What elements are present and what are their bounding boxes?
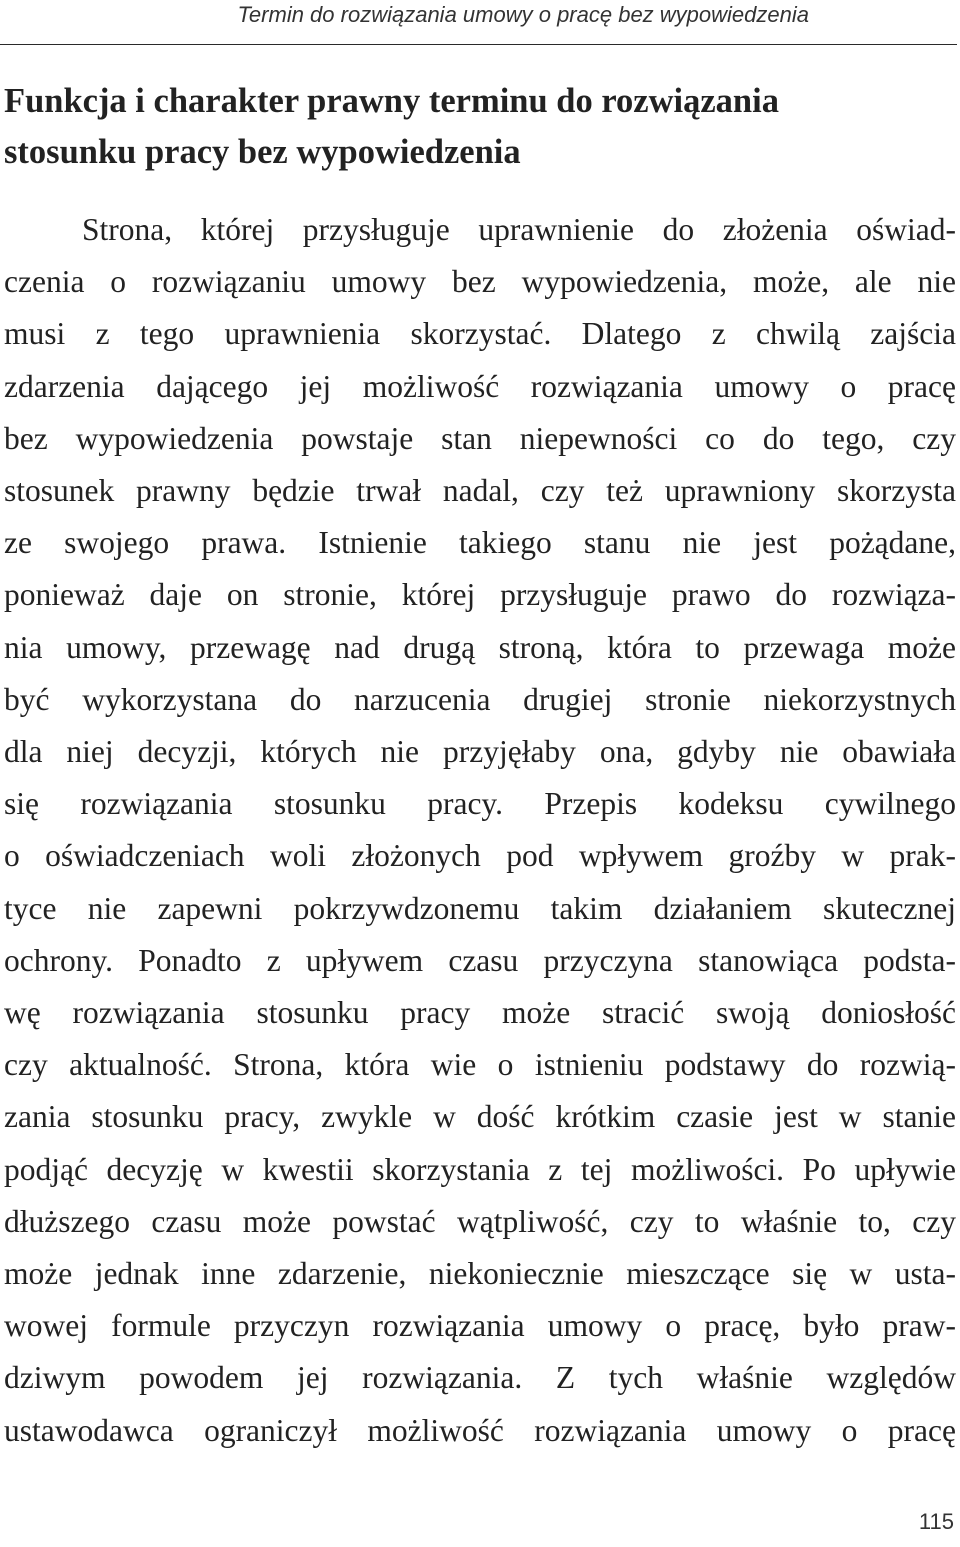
body-line: podjąć decyzję w kwestii skorzystania z tej możliwości. Po upływie: [4, 1151, 956, 1187]
body-line: może jednak inne zdarzenie, niekoniecznie mieszczące się w usta-: [4, 1256, 956, 1292]
running-header-title: Termin do rozwiązania umowy o pracę bez wypowiedzenia: [237, 2, 809, 27]
body-line: czy aktualność. Strona, która wie o istnieniu podstawy do rozwią-: [4, 1047, 956, 1083]
body-line: czenia o rozwiązaniu umowy bez wypowiedzenia, może, ale nie: [4, 264, 956, 300]
section-title-line-2: stosunku pracy bez wypowiedzenia: [4, 133, 521, 171]
body-line: dłuższego czasu może powstać wątpliwość, czy to właśnie to, czy: [4, 1203, 956, 1239]
body-line: się rozwiązania stosunku pracy. Przepis kodeksu cywilnego: [4, 786, 956, 822]
body-line: nia umowy, przewagę nad drugą stroną, która to przewaga może: [4, 629, 956, 665]
body-line: ustawodawca ograniczył możliwość rozwiązania umowy o pracę: [4, 1412, 956, 1448]
body-line: wę rozwiązania stosunku pracy może stracić swoją doniosłość: [4, 995, 956, 1031]
running-header: [0, 0, 957, 45]
body-line: dla niej decyzji, których nie przyjęłaby ona, gdyby nie obawiała: [4, 734, 956, 770]
section-title: [4, 76, 944, 178]
body-line: ochrony. Ponadto z upływem czasu przyczyna stanowiąca podsta-: [4, 942, 956, 978]
body-line: wowej formule przyczyn rozwiązania umowy o pracę, było praw-: [4, 1308, 956, 1344]
body-line: o oświadczeniach woli złożonych pod wpływem groźby w prak-: [4, 838, 956, 874]
body-line: musi z tego uprawnienia skorzystać. Dlatego z chwilą zajścia: [4, 316, 956, 352]
body-line: ze swojego prawa. Istnienie takiego stanu nie jest pożądane,: [4, 525, 956, 561]
body-line: ponieważ daje on stronie, której przysługuje prawo do rozwiąza-: [4, 577, 956, 613]
body-line: tyce nie zapewni pokrzywdzonemu takim działaniem skutecznej: [4, 890, 956, 926]
body-line: bez wypowiedzenia powstaje stan niepewności co do tego, czy: [4, 420, 956, 456]
section-title-line-1: Funkcja i charakter prawny terminu do rozwiązania: [4, 82, 779, 120]
body-line: dziwym powodem jej rozwiązania. Z tych właśnie względów: [4, 1360, 956, 1396]
body-line: być wykorzystana do narzucenia drugiej stronie niekorzystnych: [4, 681, 956, 717]
body-line: stosunek prawny będzie trwał nadal, czy też uprawniony skorzysta: [4, 473, 956, 509]
page-number: 115: [918, 1509, 954, 1534]
body-line: zdarzenia dającego jej możliwość rozwiązania umowy o pracę: [4, 368, 956, 404]
body-paragraph: [4, 204, 956, 1457]
body-line: zania stosunku pracy, zwykle w dość krótkim czasie jest w stanie: [4, 1099, 956, 1135]
body-line: Strona, której przysługuje uprawnienie do złożenia oświad-: [82, 212, 956, 247]
